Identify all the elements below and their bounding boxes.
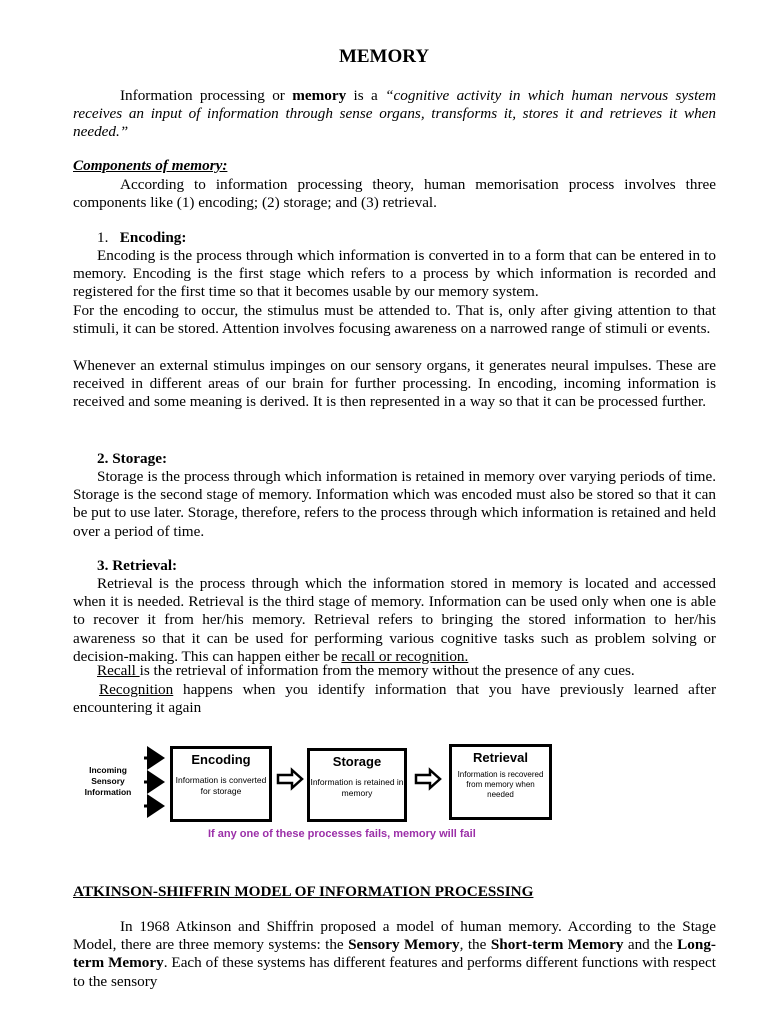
storage-paragraph: Storage is the process through which information is retained in memory over varying periods of time. Storage is the second stage of memory. Information which was encoded must also be stored so that it can be put to use later. Storage, therefore, refers to the process through which information is retained and held over a period of time. xyxy=(73,468,716,540)
encoding-paragraph-1: Encoding is the process through which information is converted in to a form that can be entered in to memory. Encoding is the first stage which refers to a process by which information is recorded and registered for the first time so that it becomes usable by our memory system. xyxy=(73,247,716,301)
storage-heading xyxy=(97,450,167,468)
sensory-memory-term: Sensory Memory xyxy=(348,936,460,954)
retrieval-paragraph xyxy=(73,575,716,666)
incoming-arrow-icon xyxy=(144,758,162,806)
atkinson-text-1: In 1968 Atkinson and Shiffrin proposed a model of human memory. According to the Stage Model, there are three memory systems: the xyxy=(73,918,716,954)
retrieval-box-desc: Information is recovered from memory when needed xyxy=(457,770,544,799)
encoding-paragraph-3: Whenever an external stimulus impinges on our sensory organs, it generates neural impulses. These are received in different areas of our brain for further processing. In encoding, incoming information is received and some meaning is derived. It is then represented in a way so that it can be processed further. xyxy=(73,357,716,411)
retrieval-heading-text: 3. Retrieval: xyxy=(97,557,178,574)
recall-paragraph xyxy=(73,662,716,680)
storage-box-title: Storage xyxy=(332,754,382,769)
atkinson-paragraph xyxy=(73,918,716,991)
components-heading-text: Components of memory: xyxy=(73,157,228,174)
components-paragraph: According to information processing theory, human memorisation process involves three components like (1) encoding; (2) storage; and (3) retrieval. xyxy=(73,176,716,212)
encoding-box-title: Encoding xyxy=(191,752,251,767)
retrieval-box xyxy=(449,744,552,820)
intro-text-mid: is a xyxy=(346,87,386,104)
intro-bold-term: memory xyxy=(292,87,347,104)
atkinson-text-2: , the xyxy=(459,936,491,954)
intro-paragraph xyxy=(73,87,716,142)
encoding-box-desc: Information is converted for storage xyxy=(175,775,267,796)
retrieval-text: Retrieval is the process through which the information stored in memory is located and accessed when it is needed. Retrieval is the third stage of memory. Information can be used only when one is able to recover it from her/his memory. Retrieval refers to bringing the stored information to her/his awareness so that it can be used for performing various cognitive tasks such as problem solving or decision-making. This can happen either be xyxy=(73,575,716,665)
recognition-term: Recognition xyxy=(99,681,174,698)
recall-or-recognition: recall or recognition. xyxy=(341,647,469,665)
recognition-paragraph xyxy=(73,681,716,717)
intro-text: Information processing or xyxy=(120,87,293,104)
recall-text: is the retrieval of information from the memory without the presence of any cues. xyxy=(139,662,635,679)
retrieval-box-title: Retrieval xyxy=(473,750,528,765)
atkinson-text-3: and the xyxy=(623,936,678,954)
short-term-memory-term: Short-term Memory xyxy=(490,936,624,954)
page-title: MEMORY xyxy=(338,46,430,67)
encoding-box xyxy=(170,746,272,822)
encoding-heading xyxy=(97,229,186,247)
atkinson-text-4: . Each of these systems has different features and performs different functions with respect to the sensory xyxy=(73,954,716,990)
recall-term: Recall xyxy=(97,662,140,679)
long-term-memory-term: Long-term Memory xyxy=(73,936,716,972)
arrow-storage-retrieval-icon xyxy=(416,770,440,788)
retrieval-heading xyxy=(97,557,177,575)
diagram-caption: If any one of these processes fails, memory will fail xyxy=(208,828,476,840)
encoding-number: 1. xyxy=(97,229,109,246)
atkinson-heading-text: ATKINSON-SHIFFRIN MODEL OF INFORMATION PROCESSING xyxy=(73,883,534,900)
incoming-sensory-label: Incoming Sensory Information xyxy=(84,765,132,797)
storage-box-desc: Information is retained in memory xyxy=(310,777,404,798)
storage-box xyxy=(307,748,407,822)
encoding-heading-text: Encoding: xyxy=(119,229,187,246)
intro-quote: “cognitive activity in which human nervous system receives an input of information through sense organs, transforms it, stores it and retrieves it when needed.” xyxy=(73,87,717,141)
arrow-encoding-storage-icon xyxy=(278,770,302,788)
components-heading xyxy=(73,157,227,175)
atkinson-heading xyxy=(73,883,533,901)
encoding-paragraph-2: For the encoding to occur, the stimulus must be attended to. That is, only after giving attention to that stimuli, it can be stored. Attention involves focusing awareness on a narrowed range of stimuli or events. xyxy=(73,302,716,338)
recognition-text: happens when you identify information that you have previously learned after encountering it again xyxy=(73,681,716,717)
memory-process-diagram xyxy=(84,742,564,847)
storage-heading-text: 2. Storage: xyxy=(97,450,168,467)
